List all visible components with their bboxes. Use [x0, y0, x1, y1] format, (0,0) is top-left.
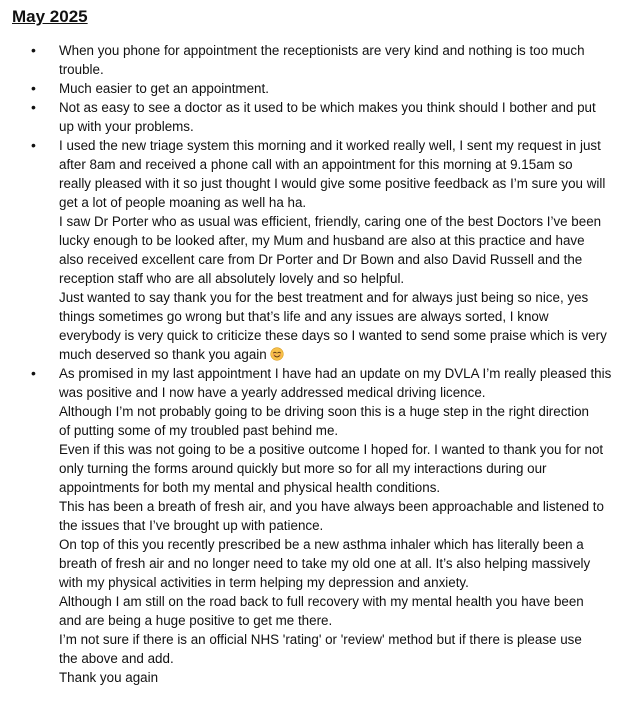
feedback-line: and are being a huge positive to get me there. [59, 613, 333, 628]
feedback-line: the issues that I’ve brought up with patience. [59, 518, 324, 533]
feedback-line: Not as easy to see a doctor as it used to be which makes you think should I bother and put [59, 100, 596, 115]
bullet-icon: • [31, 137, 36, 153]
feedback-line: get a lot of people moaning as well ha ha. [59, 195, 307, 210]
feedback-line: breath of fresh air and no longer need to take my old one at all. It’s also helping massively [59, 556, 591, 571]
bullet-icon: • [31, 99, 36, 115]
feedback-line: lucky enough to be looked after, my Mum and husband are also at this practice and have [59, 233, 585, 248]
feedback-line: As promised in my last appointment I have had an update on my DVLA I’m really pleased this [59, 366, 612, 381]
feedback-line: was positive and I now have a yearly addressed medical driving licence. [59, 385, 486, 400]
feedback-line: Just wanted to say thank you for the best treatment and for always just being so nice, yes [59, 290, 589, 305]
feedback-line: only turning the forms around quickly but more so for all my interactions during our [59, 461, 547, 476]
bullet-icon: • [31, 80, 36, 96]
bullet-icon: • [31, 365, 36, 381]
feedback-line: When you phone for appointment the receptionists are very kind and nothing is too much [59, 43, 585, 58]
feedback-line: Thank you again [59, 670, 159, 685]
feedback-item [0, 41, 635, 79]
feedback-line: up with your problems. [59, 119, 194, 134]
feedback-line: also received excellent care from Dr Porter and Dr Bown and also David Russell and the [59, 252, 583, 267]
feedback-line: I saw Dr Porter who as usual was efficient, friendly, caring one of the best Doctors I’ve been [59, 214, 602, 229]
feedback-line: I used the new triage system this morning and it worked really well, I sent my request in just [59, 138, 601, 153]
feedback-line: things sometimes go wrong but that’s life and any issues are always sorted, I know [59, 309, 549, 324]
feedback-item [0, 98, 635, 136]
feedback-line: appointments for both my mental and physical health conditions. [59, 480, 441, 495]
smiling-face-emoji-icon [270, 347, 284, 361]
feedback-line: everybody is very quick to criticize these days so I wanted to send some praise which is very [59, 328, 607, 343]
feedback-line: This has been a breath of fresh air, and you have always been approachable and listened to [59, 499, 604, 514]
feedback-line: trouble. [59, 62, 104, 77]
feedback-line: reception staff who are all absolutely lovely and so helpful. [59, 271, 405, 286]
feedback-line: of putting some of my troubled past behind me. [59, 423, 339, 438]
feedback-line: Although I’m not probably going to be driving soon this is a huge step in the right direction [59, 404, 590, 419]
feedback-item [0, 364, 635, 687]
feedback-item [0, 136, 635, 364]
feedback-line: the above and add. [59, 651, 174, 666]
feedback-line: Although I am still on the road back to full recovery with my mental health you have been [59, 594, 584, 609]
bullet-icon: • [31, 42, 36, 58]
feedback-line: after 8am and received a phone call with an appointment for this morning at 9.15am so [59, 157, 573, 172]
feedback-line: Even if this was not going to be a positive outcome I hoped for. I wanted to thank you for not [59, 442, 604, 457]
feedback-line: with my physical activities in term helping my depression and anxiety. [59, 575, 469, 590]
feedback-line: much deserved so thank you again [59, 345, 625, 364]
feedback-line: really pleased with it so just thought I would give some positive feedback as I’m sure you will [59, 176, 606, 191]
feedback-item [0, 79, 635, 98]
feedback-line: On top of this you recently prescribed be a new asthma inhaler which has literally been a [59, 537, 584, 552]
page-title: May 2025 [12, 7, 88, 26]
feedback-list [0, 41, 635, 687]
feedback-line: Much easier to get an appointment. [59, 81, 269, 96]
feedback-line: I’m not sure if there is an official NHS 'rating' or 'review' method but if there is please use [59, 632, 582, 647]
